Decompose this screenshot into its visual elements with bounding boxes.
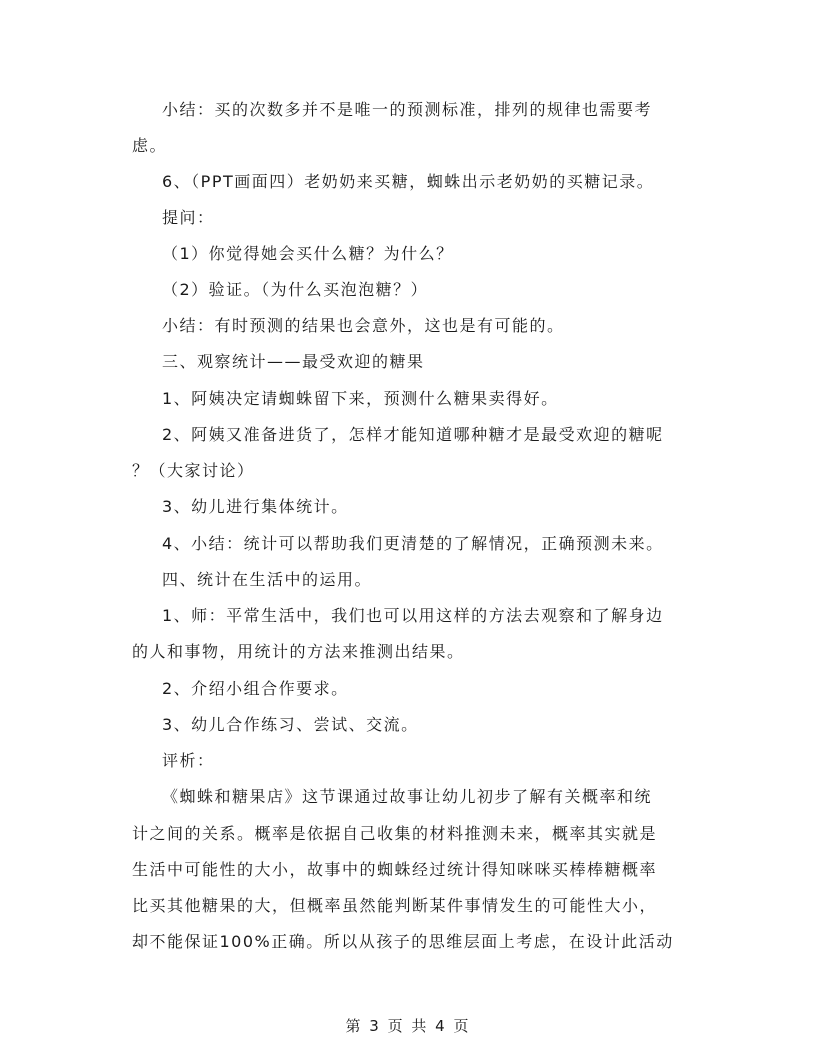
text-line: 4、小结：统计可以帮助我们更清楚的了解情况，正确预测未来。: [162, 534, 664, 553]
text-line: 3、幼儿进行集体统计。: [162, 497, 349, 516]
text-line: （1）你觉得她会买什么糖？为什么？: [162, 244, 454, 263]
text-line: ？（大家讨论）: [132, 461, 255, 480]
text-line: 小结：买的次数多并不是唯一的预测标准，排列的规律也需要考: [162, 100, 653, 119]
text-line: 6、（PPT画面四）老奶奶来买糖，蜘蛛出示老奶奶的买糖记录。: [162, 172, 655, 191]
text-line: 小结：有时预测的结果也会意外，这也是有可能的。: [162, 316, 565, 335]
text-line: 3、幼儿合作练习、尝试、交流。: [162, 715, 419, 734]
section-heading: 三、观察统计——最受欢迎的糖果: [162, 352, 425, 371]
text-line: 2、介绍小组合作要求。: [162, 679, 349, 698]
text-line: 却不能保证100%正确。所以从孩子的思维层面上考虑，在设计此活动: [132, 932, 674, 951]
section-heading: 四、统计在生活中的运用。: [162, 570, 373, 589]
text-line: 生活中可能性的大小，故事中的蜘蛛经过统计得知咪咪买棒棒糖概率: [132, 860, 658, 879]
text-line: 比买其他糖果的大，但概率虽然能判断某件事情发生的可能性大小，: [132, 896, 658, 915]
text-line: （2）验证。（为什么买泡泡糖？）: [162, 280, 429, 299]
text-line: 2、阿姨又准备进货了，怎样才能知道哪种糖才是最受欢迎的糖呢: [162, 425, 664, 444]
text-line: 1、阿姨决定请蜘蛛留下来，预测什么糖果卖得好。: [162, 389, 559, 408]
text-line: 评析：: [162, 751, 215, 770]
page-number-footer: 第 3 页 共 4 页: [345, 1017, 471, 1035]
text-line: 提问：: [162, 208, 215, 227]
text-line: 的人和事物，用统计的方法来推测出结果。: [132, 642, 465, 661]
text-line: 计之间的关系。概率是依据自己收集的材料推测未来，概率其实就是: [132, 824, 658, 843]
text-line: 虑。: [132, 136, 168, 155]
text-line: 《蜘蛛和糖果店》这节课通过故事让幼儿初步了解有关概率和统: [162, 787, 653, 806]
text-line: 1、师：平常生活中，我们也可以用这样的方法去观察和了解身边: [162, 606, 664, 625]
